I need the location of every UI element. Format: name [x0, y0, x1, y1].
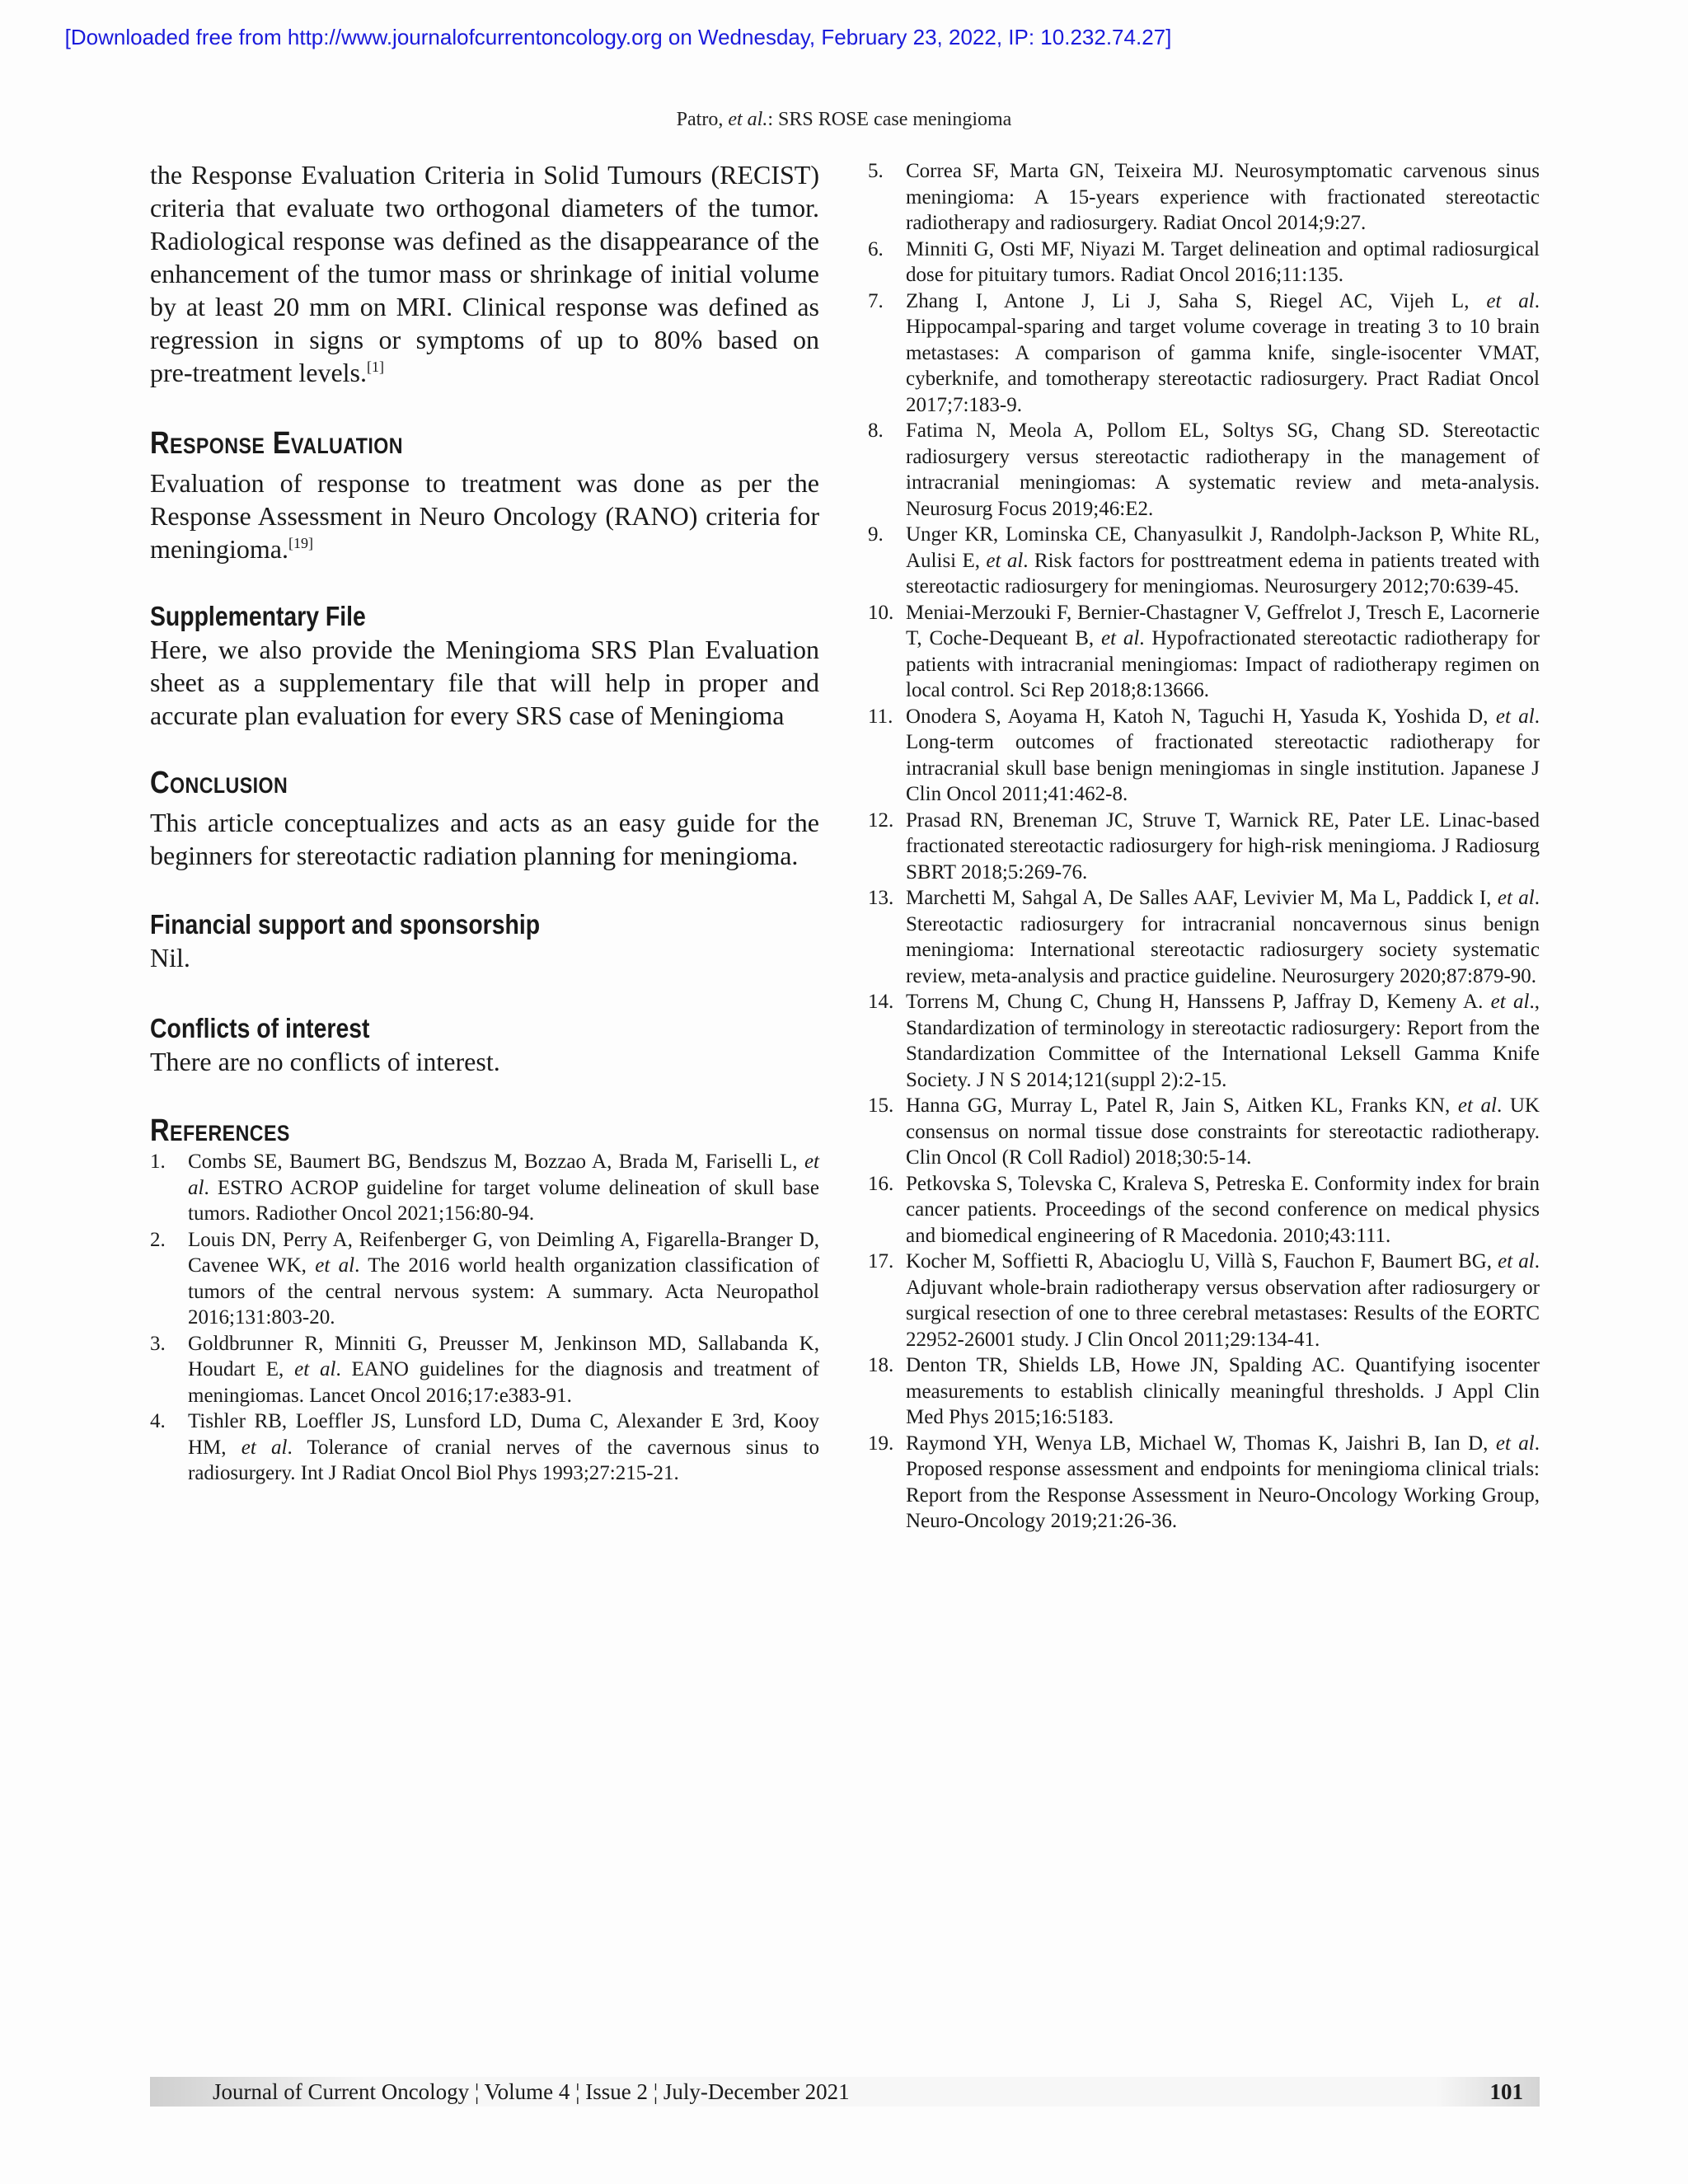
reference-text-part: Petkovska S, Tolevska C, Kraleva S, Petreska E. Conformity index for brain cancer patients. Proceedings of the second conference on medical physics and biomedical engineering of R Macedonia. 2010;43:111.: [906, 1172, 1540, 1247]
reference-text-part: . EANO guidelines for the diagnosis and treatment of meningiomas. Lancet Oncol 2016;17:e383‑91.: [188, 1358, 819, 1407]
reference-etal: et al: [1457, 1094, 1497, 1117]
reference-number: 1.: [150, 1151, 166, 1173]
footer-bar: [150, 2077, 1540, 2107]
reference-number: 3.: [150, 1332, 166, 1355]
reference-number: 4.: [150, 1410, 166, 1432]
reference-number: 8.: [868, 419, 884, 442]
download-banner: [Downloaded free from http://www.journalofcurrentoncology.org on Wednesday, February 23, 2022, IP: 10.232.74.27]: [64, 25, 1172, 49]
reference-number: 18.: [868, 1354, 894, 1376]
reference-number: 2.: [150, 1228, 166, 1251]
reference-etal: et al: [294, 1358, 336, 1380]
reference-etal: et al: [1498, 1250, 1535, 1272]
conclusion-heading: Conclusion: [150, 766, 288, 800]
reference-item: [868, 1249, 1540, 1352]
reference-number: 11.: [868, 705, 893, 728]
reference-text: [906, 237, 1540, 288]
reference-text: [906, 989, 1540, 1093]
reference-text-part: Fatima N, Meola A, Pollom EL, Soltys SG, Chang SD. Stereotactic radiosurgery versus stereotactic radiotherapy in the management of intracranial meningiomas: A systematic review and meta‑analysis. Neurosurg Focus 2019;46:E2.: [906, 419, 1540, 520]
reference-text-part: Combs SE, Baumert BG, Bendszus M, Bozzao A, Brada M, Fariselli L,: [188, 1151, 804, 1173]
reference-item: [150, 1331, 819, 1409]
reference-text: [188, 1331, 819, 1409]
left-column: [150, 158, 819, 1487]
reference-number: 15.: [868, 1094, 894, 1117]
reference-number: 7.: [868, 289, 884, 312]
reference-etal: et al: [241, 1436, 288, 1459]
citation: [19]: [288, 535, 313, 551]
reference-item: [868, 989, 1540, 1093]
reference-text-part: Denton TR, Shields LB, Howe JN, Spalding AC. Quantifying isocenter measurements to establish clinically meaningful thresholds. J Appl Clin Med Phys 2015;16:5183.: [906, 1354, 1540, 1428]
reference-text-part: Meniai‑Merzouki F, Bernier‑Chastagner V, Geffrelot J, Tresch E, Lacornerie T, Coche‑Dequeant B,: [906, 601, 1540, 649]
reference-list-left: [150, 1149, 819, 1487]
reference-item: [868, 522, 1540, 600]
reference-etal: et al: [1497, 887, 1535, 909]
response-evaluation-paragraph: [150, 466, 819, 565]
response-evaluation-text: Evaluation of response to treatment was done as per the Response Assessment in Neuro Oncology (RANO) criteria for meningioma.: [150, 468, 819, 564]
page-number: 101: [1489, 2079, 1523, 2104]
reference-text-part: . Adjuvant whole‑brain radiotherapy versus observation after radiosurgery or surgical resection of one to three cerebral metastases: Results of the EORTC 22952‑26001 study. J Clin Oncol 2011;29:134‑41.: [906, 1250, 1540, 1351]
reference-number: 19.: [868, 1432, 894, 1455]
intro-paragraph-text: the Response Evaluation Criteria in Solid Tumours (RECIST) criteria that evaluate two orthogonal diameters of the tumor. Radiological response was defined as the disappearance of the enhancement of the tumor mass or shrinkage of initial volume by at least 20 mm on MRI. Clinical response was defined as regression in signs or symptoms of up to 80% based on pre‑treatment levels.: [150, 160, 819, 387]
reference-item: [868, 288, 1540, 419]
financial-support-heading: Financial support and sponsorship: [150, 909, 541, 940]
reference-text-part: . Risk factors for posttreatment edema in patients treated with stereotactic radiosurgery for meningiomas. Neurosurgery 2012;70:639‑45.: [906, 549, 1540, 598]
reference-text-part: Kocher M, Soffietti R, Abacioglu U, Villà S, Fauchon F, Baumert BG,: [906, 1250, 1498, 1272]
reference-item: [868, 418, 1540, 522]
reference-number: 17.: [868, 1250, 894, 1272]
reference-text-part: Unger KR, Lominska CE, Chanyasulkit J, Randolph‑Jackson P, White RL, Aulisi E,: [906, 523, 1540, 572]
reference-etal: et al: [1486, 289, 1535, 312]
reference-text-part: Tishler RB, Loeffler JS, Lunsford LD, Duma C, Alexander E 3rd, Kooy HM,: [188, 1410, 819, 1459]
reference-text-part: . Long‑term outcomes of fractionated stereotactic radiotherapy for intracranial skull base benign meningiomas in single institution. Japanese J Clin Oncol 2011;41:462‑8.: [906, 705, 1540, 805]
reference-etal: et al: [1101, 627, 1140, 649]
reference-item: [868, 600, 1540, 704]
reference-text: [188, 1227, 819, 1331]
reference-text: [906, 1171, 1540, 1249]
reference-number: 5.: [868, 160, 884, 182]
reference-text: [906, 1093, 1540, 1171]
reference-text: [906, 158, 1540, 237]
running-header-etal: et al.: [728, 109, 768, 130]
reference-text-part: ., Standardization of terminology in stereotactic radiosurgery: Report from the Standardization Committee of the International Leksell Gamma Knife Society. J N S 2014;121(suppl 2):2‑15.: [906, 991, 1540, 1091]
supplementary-file-paragraph: Here, we also provide the Meningioma SRS Plan Evaluation sheet as a supplementary file that will help in proper and accurate plan evaluation for every SRS case of Meningioma: [150, 635, 819, 730]
reference-etal: et al: [1490, 991, 1530, 1013]
reference-text-part: Onodera S, Aoyama H, Katoh N, Taguchi H, Yasuda K, Yoshida D,: [906, 705, 1496, 728]
reference-etal: et al: [1495, 705, 1535, 728]
reference-text: [906, 288, 1540, 419]
reference-text-part: Minniti G, Osti MF, Niyazi M. Target delineation and optimal radiosurgical dose for pituitary tumors. Radiat Oncol 2016;11:135.: [906, 237, 1540, 286]
running-header-title: : SRS ROSE case meningioma: [767, 109, 1012, 130]
conclusion-paragraph: This article conceptualizes and acts as an easy guide for the beginners for stereotactic radiation planning for meningioma.: [150, 808, 819, 870]
reference-text: [906, 704, 1540, 808]
reference-text-part: Marchetti M, Sahgal A, De Salles AAF, Levivier M, Ma L, Paddick I,: [906, 887, 1498, 909]
reference-text: [906, 885, 1540, 989]
reference-item: [868, 885, 1540, 989]
reference-text: [906, 1249, 1540, 1352]
reference-text-part: Raymond YH, Wenya LB, Michael W, Thomas K, Jaishri B, Ian D,: [906, 1432, 1496, 1455]
citation: [1]: [366, 359, 384, 375]
reference-text: [906, 808, 1540, 886]
response-evaluation-heading: Response Evaluation: [150, 426, 403, 461]
reference-text: [906, 418, 1540, 522]
reference-number: 6.: [868, 237, 884, 260]
reference-number: 14.: [868, 991, 894, 1013]
reference-item: [868, 1093, 1540, 1171]
conflicts-paragraph: There are no conflicts of interest.: [150, 1047, 500, 1076]
reference-item: [868, 1171, 1540, 1249]
reference-item: [868, 1431, 1540, 1535]
running-header-author: Patro,: [676, 109, 729, 130]
reference-text-part: . UK consensus on normal tissue dose constraints for stereotactic radiotherapy. Clin Oncol (R Coll Radiol) 2018;30:5‑14.: [906, 1094, 1540, 1169]
reference-text-part: . Proposed response assessment and endpoints for meningioma clinical trials: Report from the Response Assessment in Neuro‑Oncology Working Group, Neuro‑Oncology 2019;21:26‑36.: [906, 1432, 1540, 1532]
reference-etal: et al: [986, 549, 1024, 572]
reference-number: 10.: [868, 601, 894, 624]
reference-item: [150, 1149, 819, 1227]
supplementary-file-heading: Supplementary File: [150, 601, 366, 631]
reference-text-part: Zhang I, Antone J, Li J, Saha S, Riegel AC, Vijeh L,: [906, 289, 1487, 312]
reference-text-part: Goldbrunner R, Minniti G, Preusser M, Jenkinson MD, Sallabanda K, Houdart E,: [188, 1332, 819, 1380]
reference-text-part: . ESTRO ACROP guideline for target volume delineation of skull base tumors. Radiother Oncol 2021;156:80‑94.: [188, 1176, 819, 1225]
reference-item: [868, 1352, 1540, 1431]
reference-text-part: Correa SF, Marta GN, Teixeira MJ. Neurosymptomatic carvenous sinus meningioma: A 15‑years experience with fractionated stereotactic radiotherapy and radiosurgery. Radiat Oncol 2014;9:27.: [906, 160, 1540, 234]
reference-etal: et al: [315, 1254, 355, 1277]
financial-support-paragraph: Nil.: [150, 943, 190, 972]
footer-journal-info: Journal of Current Oncology ¦ Volume 4 ¦ Issue 2 ¦ July‑December 2021: [213, 2079, 850, 2104]
reference-number: 13.: [868, 887, 894, 909]
reference-item: [868, 704, 1540, 808]
reference-text-part: . Tolerance of cranial nerves of the cavernous sinus to radiosurgery. Int J Radiat Oncol Biol Phys 1993;27:215‑21.: [188, 1436, 819, 1484]
reference-number: 12.: [868, 808, 894, 832]
reference-text: [906, 1431, 1540, 1535]
reference-etal: et al: [188, 1151, 819, 1199]
reference-number: 16.: [868, 1172, 894, 1195]
reference-text: [906, 522, 1540, 600]
right-column: [868, 158, 1540, 1535]
reference-item: [150, 1408, 819, 1487]
conflicts-heading: Conflicts of interest: [150, 1013, 370, 1043]
reference-text-part: . Stereotactic radiosurgery for intracranial noncavernous sinus benign meningioma: International stereotactic radiosurgery society systematic review, meta‑analysis and practice guideline. Neurosurgery 2020;87:879‑90.: [906, 887, 1540, 987]
reference-text: [906, 600, 1540, 704]
reference-item: [868, 237, 1540, 288]
reference-text-part: . The 2016 world health organization classification of tumors of the central nervous system: A summary. Acta Neuropathol 2016;131:803‑20.: [188, 1254, 819, 1329]
reference-item: [868, 158, 1540, 237]
reference-text: [188, 1408, 819, 1487]
reference-etal: et al: [1495, 1432, 1535, 1455]
reference-text: [188, 1149, 819, 1227]
reference-item: [150, 1227, 819, 1331]
references-heading: References: [150, 1113, 290, 1148]
reference-text-part: Torrens M, Chung C, Chung H, Hanssens P, Jaffray D, Kemeny A.: [906, 991, 1491, 1013]
running-header: [0, 109, 1688, 131]
reference-text-part: . Hippocampal‑sparing and target volume coverage in treating 3 to 10 brain metastases: A comparison of gamma knife, single‑isocenter VMAT, cyberknife, and tomotherapy stereotactic radiosurgery. Pract Radiat Oncol 2017;7:183‑9.: [906, 289, 1540, 416]
reference-item: [868, 808, 1540, 886]
reference-text-part: Prasad RN, Breneman JC, Struve T, Warnick RE, Pater LE. Linac‑based fractionated stereotactic radiosurgery for high‑risk meningioma. J Radiosurg SBRT 2018;5:269‑76.: [906, 808, 1540, 883]
reference-text-part: Hanna GG, Murray L, Patel R, Jain S, Aitken KL, Franks KN,: [906, 1094, 1458, 1117]
reference-text-part: . Hypofractionated stereotactic radiotherapy for patients with intracranial meningiomas: Impact of radiotherapy regimen on local control. Sci Rep 2018;8:13666.: [906, 627, 1540, 701]
reference-text: [906, 1352, 1540, 1431]
reference-text-part: Louis DN, Perry A, Reifenberger G, von Deimling A, Figarella‑Branger D, Cavenee WK,: [188, 1228, 819, 1277]
reference-number: 9.: [868, 523, 884, 546]
reference-list-right: [868, 158, 1540, 1535]
intro-paragraph: [150, 158, 819, 389]
